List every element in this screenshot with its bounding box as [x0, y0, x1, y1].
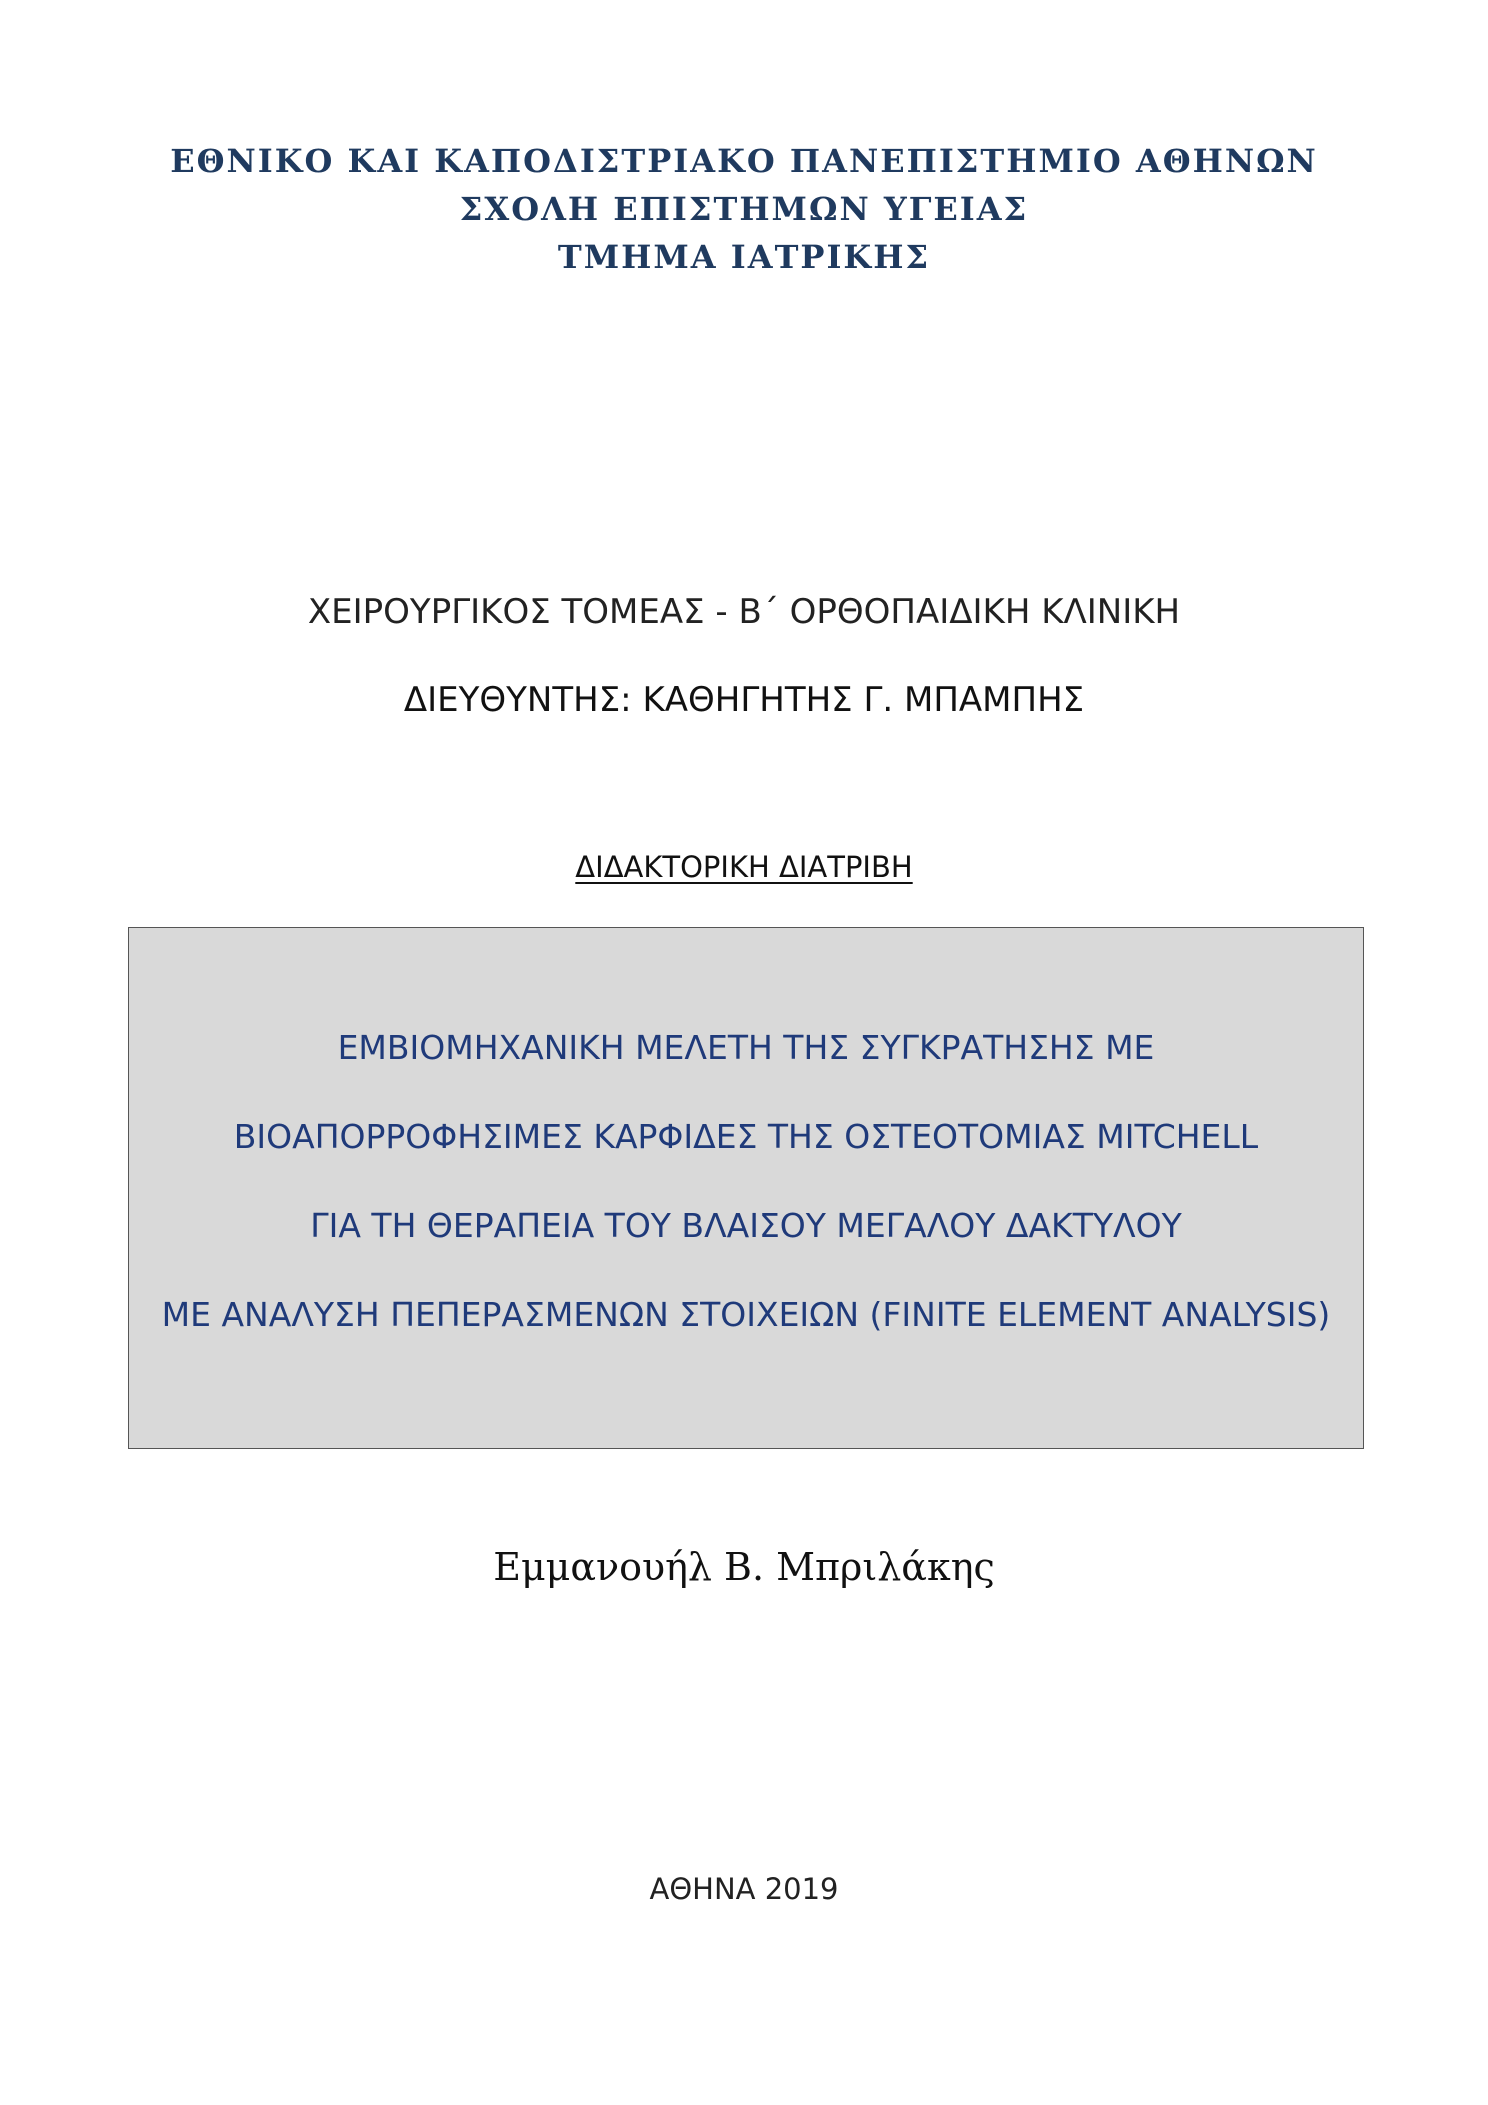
thesis-title-box	[128, 927, 1364, 1449]
sector-clinic: ΧΕΙΡΟΥΡΓΙΚΟΣ ΤΟΜΕΑΣ - Β΄ ΟΡΘΟΠΑΙΔΙΚΗ ΚΛΙΝΙΚΗ	[307, 592, 1181, 632]
director-line: ΔΙΕΥΘΥΝΤΗΣ: ΚΑΘΗΓΗΤΗΣ Γ. ΜΠΑΜΠΗΣ	[403, 680, 1085, 720]
thesis-title-line-1: ΕΜΒΙΟΜΗΧΑΝΙΚΗ ΜΕΛΕΤΗ ΤΗΣ ΣΥΓΚΡΑΤΗΣΗΣ ΜΕ	[337, 1028, 1155, 1067]
thesis-title-line-4: ΜΕ ΑΝΑΛΥΣΗ ΠΕΠΕΡΑΣΜΕΝΩΝ ΣΤΟΙΧΕΙΩΝ (FINITE ELEMENT ANALYSIS)	[161, 1295, 1331, 1334]
thesis-title-line-3: ΓΙΑ ΤΗ ΘΕΡΑΠΕΙΑ ΤΟΥ ΒΛΑΙΣΟΥ ΜΕΓΑΛΟΥ ΔΑΚΤΥΛΟΥ	[310, 1206, 1182, 1245]
university-name: ΕΘΝΙΚΟ ΚΑΙ ΚΑΠΟΔΙΣΤΡΙΑΚΟ ΠΑΝΕΠΙΣΤΗΜΙΟ ΑΘΗΝΩΝ	[170, 142, 1318, 180]
department-name: ΤΜΗΜΑ ΙΑΤΡΙΚΗΣ	[557, 238, 931, 276]
author-name: Εμμανουήλ Β. Μπριλάκης	[493, 1545, 995, 1589]
thesis-type-label: ΔΙΔΑΚΤΟΡΙΚΗ ΔΙΑΤΡΙΒΗ	[575, 850, 913, 884]
place-and-year: ΑΘΗΝΑ 2019	[649, 1872, 839, 1906]
school-name: ΣΧΟΛΗ ΕΠΙΣΤΗΜΩΝ ΥΓΕΙΑΣ	[459, 190, 1029, 228]
thesis-title-line-2: ΒΙΟΑΠΟΡΡΟΦΗΣΙΜΕΣ ΚΑΡΦΙΔΕΣ ΤΗΣ ΟΣΤΕΟΤΟΜΙΑΣ MITCHELL	[233, 1117, 1259, 1156]
